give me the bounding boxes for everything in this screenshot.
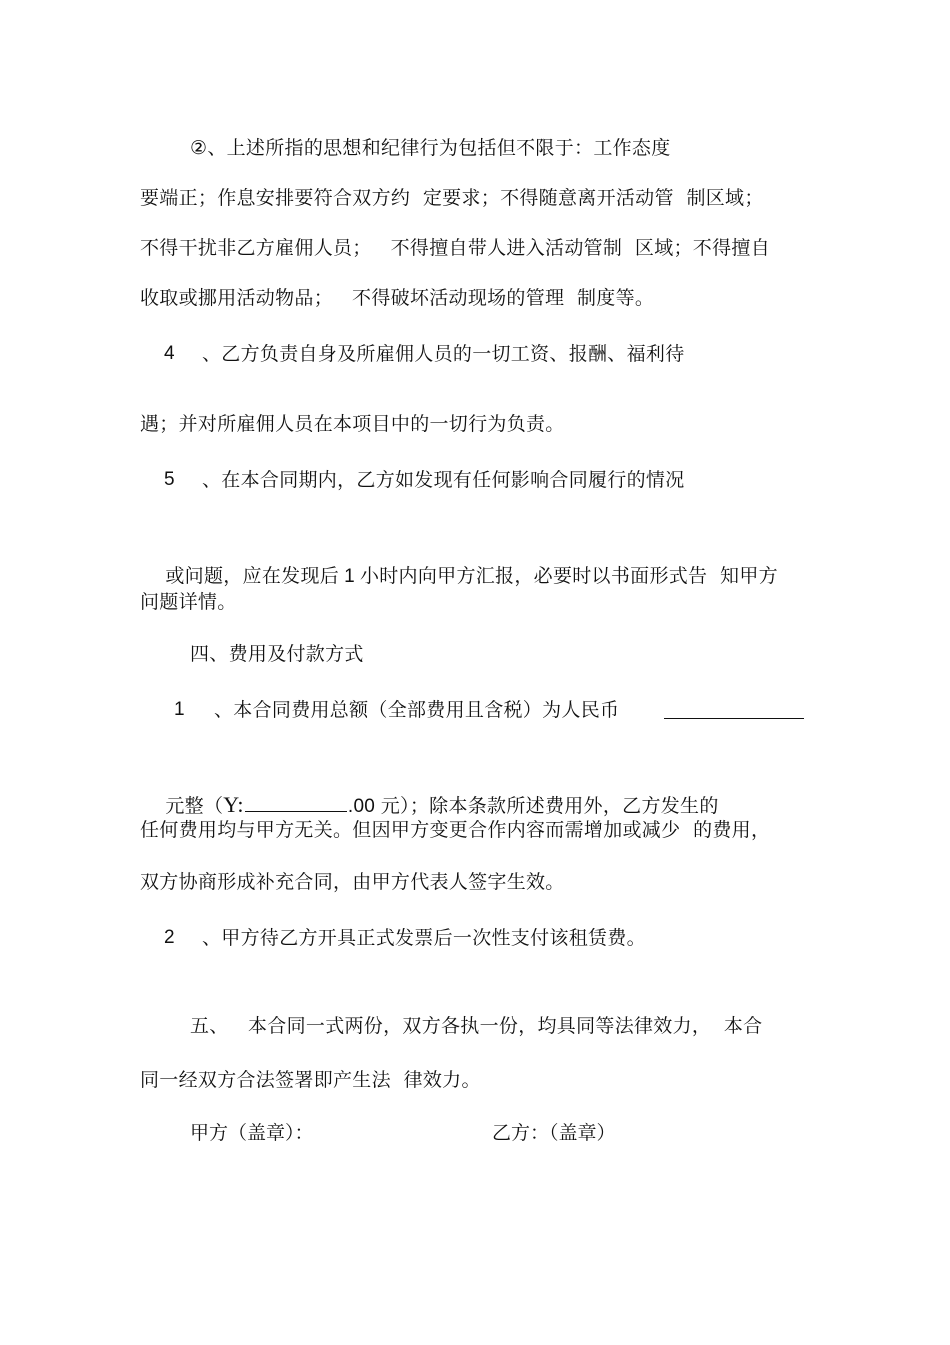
clause-5-line-3: 问题详情。: [140, 591, 237, 613]
clause-5-number: 5: [164, 469, 175, 490]
amount-figure-blank[interactable]: [245, 793, 347, 812]
item-1-amount-suffix: .00 元）: [347, 796, 410, 817]
section-5-line-2: 同一经双方合法签署即产生法 律效力。: [140, 1069, 481, 1091]
item-1-line-3: 任何费用均与甲方无关。但因甲方变更合作内容而需增加或减少 的费用，: [140, 819, 771, 841]
item-1-line-4: 双方协商形成补充合同，由甲方代表人签字生效。: [140, 871, 565, 893]
section-5-line-1: 本合同一式两份，双方各执一份，均具同等法律效力， 本合: [248, 1015, 763, 1037]
item-2-number: 2: [164, 927, 175, 948]
clause-discipline-line-2: 要端正；作息安排要符合双方约 定要求；不得随意离开活动管 制区域；: [140, 187, 764, 209]
clause-5-line-1: 、在本合同期内，乙方如发现有任何影响合同履行的情况: [202, 469, 685, 491]
section-4-heading: 四、费用及付款方式: [190, 643, 364, 665]
clause-5-line-2-end: 小时内向甲方汇报，必要时以书面形式告 知甲方: [359, 565, 778, 587]
section-5-label: 五、: [190, 1015, 229, 1037]
item-1-number: 1: [174, 699, 185, 720]
clause-discipline-line-1: ②、上述所指的思想和纪律行为包括但不限于：工作态度: [190, 137, 671, 159]
amount-blank-line[interactable]: [664, 717, 804, 719]
clause-5-line-2-start: 或问题，应在发现后: [165, 565, 340, 587]
item-1-yuan-prefix: 元整（: [165, 795, 224, 817]
clause-discipline-line-4: 收取或挪用活动物品； 不得破坏活动现场的管理 制度等。: [140, 287, 655, 309]
clause-4-line-1: 、乙方负责自身及所雇佣人员的一切工资、报酬、福利待: [202, 343, 685, 365]
party-b-seal-label: 乙方：（盖章）: [492, 1122, 616, 1144]
clause-discipline-line-3: 不得干扰非乙方雇佣人员； 不得擅自带人进入活动管制 区域；不得擅自: [140, 237, 770, 259]
item-1-line-2-rest: ；除本条款所述费用外，乙方发生的: [409, 795, 719, 817]
item-1-y-symbol: Y:: [223, 792, 244, 817]
clause-4-line-2: 遇；并对所雇佣人员在本项目中的一切行为负责。: [140, 413, 565, 435]
party-a-seal-label: 甲方（盖章）：: [190, 1122, 314, 1144]
clause-4-number: 4: [164, 343, 175, 364]
item-2-line-1: 、甲方待乙方开具正式发票后一次性支付该租赁费。: [202, 927, 646, 949]
item-1-line-1: 、本合同费用总额（全部费用且含税）为人民币: [214, 699, 620, 721]
clause-5-hours: 1: [344, 566, 355, 587]
